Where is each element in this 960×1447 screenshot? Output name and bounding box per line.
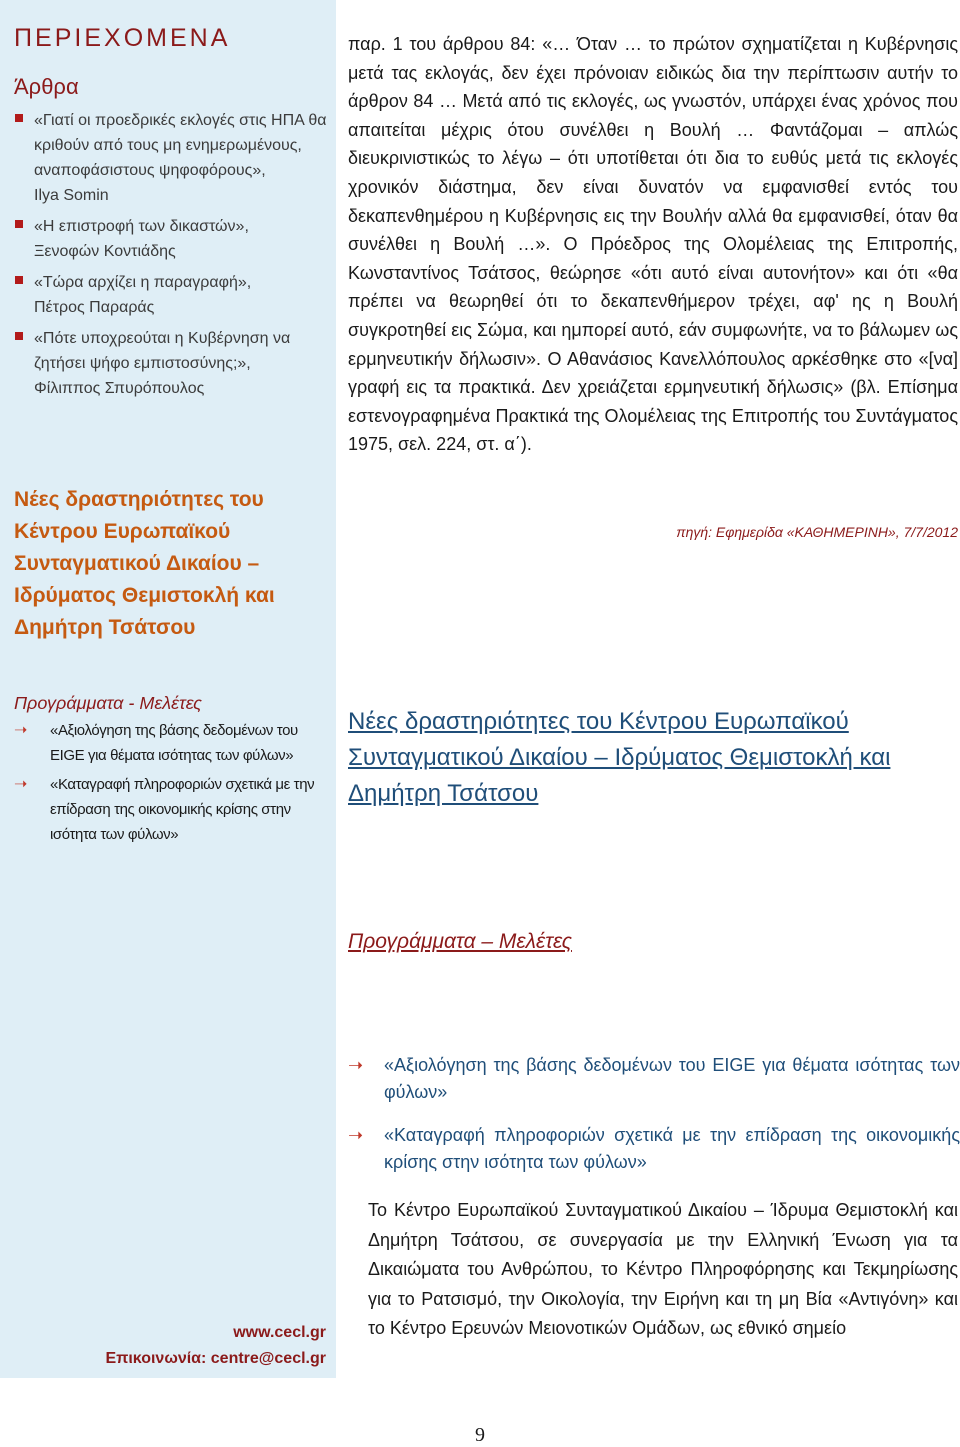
program-list — [348, 1052, 960, 1192]
arrow-bullet-icon: ➝ — [348, 1125, 364, 1145]
sidebar-program-list — [14, 718, 332, 851]
sidebar-program-label: «Καταγραφή πληροφοριών σχετικά με την επίδραση της οικονομικής κρίσης στην ισότητα των φύλων» — [50, 776, 315, 843]
contact-email[interactable]: Επικοινωνία: centre@cecl.gr — [105, 1350, 326, 1367]
arrow-bullet-icon: ➝ — [14, 722, 28, 739]
page-number: 9 — [475, 1424, 485, 1446]
square-bullet-icon — [15, 276, 23, 284]
sidebar-contents — [0, 0, 336, 1378]
sidebar-activities-heading[interactable]: Νέες δραστηριότητες του Κέντρου Ευρωπαϊκού Συνταγματικού Δικαίου – Ιδρύματος Θεμιστοκλή και Δημήτρη Τσάτσου — [14, 488, 275, 639]
website-link[interactable]: www.cecl.gr — [233, 1324, 326, 1341]
main-paragraph: παρ. 1 του άρθρου 84: «… Όταν … το πρώτον σχηματίζεται η Κυβέρνησις μετά τας εκλογάς, δεν έχει πρόνοιαν ειδικώς δια την περίπτωσιν αυτήν το άρθρον 84 … Μετά από τις εκλογές, ως γνωστόν, υπάρχει ένας χρόνος που απαιτείται μέχρις ότου συνέλθει η Βουλή … Φαντάζομαι – απλώς διευκρινιστικώς το λέγω – ότι υποτίθεται ότι δια το ευθύς μετά τις εκλογές χρονικόν διάστημα, δεν είναι δυνατόν να εμφανισθεί εντός του δεκαπενθημέρου η Κυβέρνησις εις την Βουλήν αλλά θα εμφανισθεί, όταν θα συνέλθει η Βουλή …». Ο Πρόεδρος της Ολομέλειας της Επιτροπής, Κωνσταντίνος Τσάτσος, θεώρησε «ότι αυτό είναι αυτονήτον» και ότι «θα πρέπει να θεωρηθεί ότι το δεκαπενθήμερον τρέχει, αφ' ης η Βουλή συγκροτηθεί εις Σώμα, και ημπορεί αυτό, εάν συμφωνήτε, να το βάλωμεν ως ερμηνευτικήν δήλωσιν». Ο Αθανάσιος Κανελλόπουλος αρκέσθηκε στο «[να] γραφή εις τα πρακτικά. Δεν χρειάζεται ερμηνευτική δήλωσις» (βλ. Επίσημα εστενογραφημένα Πρακτικά της Ολομέλειας της Επιτροπής του Συντάγματος 1975, σελ. 224, στ. α΄). — [348, 34, 958, 455]
square-bullet-icon — [15, 332, 23, 340]
article-title: «Πότε υποχρεούται η Κυβέρνηση να ζητήσει ψήφο εμπιστοσύνης;», — [34, 330, 291, 372]
contents-title: ΠΕΡΙΕΧΟΜΕΝΑ — [14, 24, 231, 52]
square-bullet-icon — [15, 220, 23, 228]
square-bullet-icon — [15, 114, 23, 122]
arrow-bullet-icon: ➝ — [348, 1055, 364, 1075]
program-item — [348, 1122, 960, 1176]
activities-heading — [348, 704, 958, 812]
activities-heading-text: Νέες δραστηριότητες του Κέντρου Ευρωπαϊκού Συνταγματικού Δικαίου – Ιδρύματος Θεμιστοκλή και Δημήτρη Τσάτσου — [348, 708, 891, 807]
program-label: «Αξιολόγηση της βάσης δεδομένων του EIGE για θέματα ισότητας των φύλων» — [384, 1055, 960, 1102]
arrow-bullet-icon: ➝ — [14, 776, 28, 793]
article-title: «Η επιστροφή των δικαστών», — [34, 218, 249, 235]
article-item[interactable] — [14, 108, 330, 208]
sidebar-program-label: «Αξιολόγηση της βάσης δεδομένων του EIGE για θέματα ισότητας των φύλων» — [50, 722, 298, 764]
body-paragraph: Το Κέντρο Ευρωπαϊκού Συνταγματικού Δικαίου – Ίδρυμα Θεμιστοκλή και Δημήτρη Τσάτσου, σε συνεργασία με την Ελληνική Ένωση για τα Δικαιώματα του Ανθρώπου, το Κέντρο Πληροφόρησης και Τεκμηρίωσης για το Ρατσισμό, την Οικολογία, την Ειρήνη και τη μη Βία «Αντιγόνη» και το Κέντρο Ερευνών Μειονοτικών Ομάδων, ως εθνικό σημείο — [368, 1200, 958, 1338]
program-item — [348, 1052, 960, 1106]
article-title: «Γιατί οι προεδρικές εκλογές στις ΗΠΑ θα κριθούν από τους μη ενημερωμένους, αναποφάσιστους ψηφοφόρους», — [34, 112, 327, 179]
article-author: Φίλιππος Σπυρόπουλος — [34, 380, 205, 397]
article-title: «Τώρα αρχίζει η παραγραφή», — [34, 274, 252, 291]
articles-heading: Άρθρα — [14, 74, 79, 99]
article-author: Ilya Somin — [34, 187, 109, 204]
article-list — [14, 108, 330, 407]
article-item[interactable] — [14, 214, 330, 264]
sidebar-program-item[interactable] — [14, 772, 332, 847]
article-item[interactable] — [14, 270, 330, 320]
source-citation: πηγή: Εφημερίδα «ΚΑΘΗΜΕΡΙΝΗ», 7/7/2012 — [676, 524, 958, 540]
sidebar-programs-heading[interactable]: Προγράμματα - Μελέτες — [14, 693, 202, 713]
program-label: «Καταγραφή πληροφοριών σχετικά με την επίδραση της οικονομικής κρίσης στην ισότητα των φύλων» — [384, 1125, 960, 1172]
programs-heading: Προγράμματα – Μελέτες — [348, 930, 572, 953]
article-item[interactable] — [14, 326, 330, 401]
article-author: Πέτρος Παραράς — [34, 299, 155, 316]
sidebar-program-item[interactable] — [14, 718, 332, 768]
article-author: Ξενοφών Κοντιάδης — [34, 243, 176, 260]
